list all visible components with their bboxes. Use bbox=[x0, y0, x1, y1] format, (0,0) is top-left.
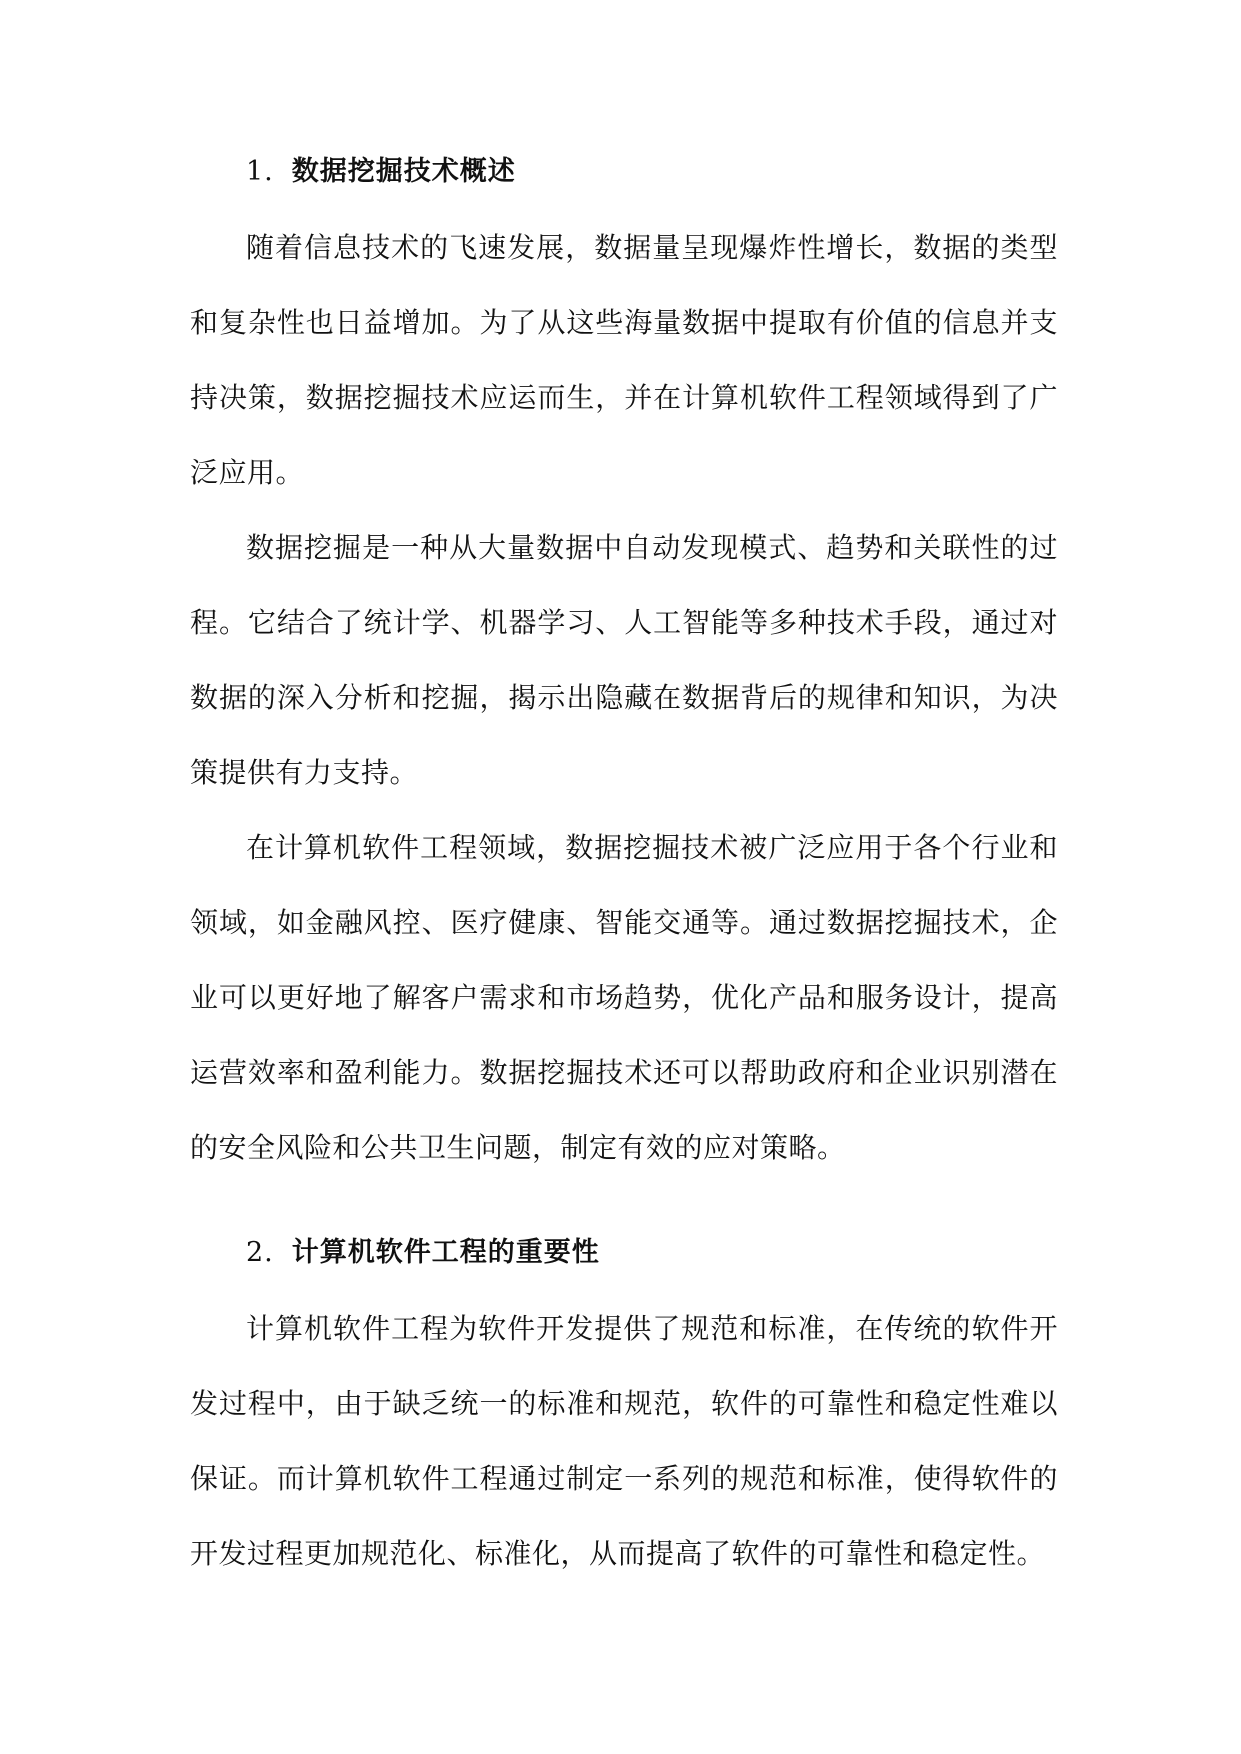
paragraph: 计算机软件工程为软件开发提供了规范和标准，在传统的软件开发过程中，由于缺乏统一的标准和规范，软件的可靠性和稳定性难以保证。而计算机软件工程通过制定一系列的规范和标准，使得软件的开发过程更加规范化、标准化，从而提高了软件的可靠性和稳定性。 bbox=[190, 1312, 1058, 1570]
section-title: 数据挖掘技术概述 bbox=[291, 156, 516, 187]
section-heading-2 bbox=[190, 1223, 1058, 1283]
paragraph: 数据挖掘是一种从大量数据中自动发现模式、趋势和关联性的过程。它结合了统计学、机器学习、人工智能等多种技术手段，通过对数据的深入分析和挖掘，揭示出隐藏在数据背后的规律和知识，为决策提供有力支持。 bbox=[190, 531, 1058, 789]
section-heading-1 bbox=[190, 142, 1058, 202]
document-body bbox=[190, 142, 1058, 1591]
section-number: 1. bbox=[246, 156, 274, 187]
paragraph: 在计算机软件工程领域，数据挖掘技术被广泛应用于各个行业和领域，如金融风控、医疗健康、智能交通等。通过数据挖掘技术，企业可以更好地了解客户需求和市场趋势，优化产品和服务设计，提高运营效率和盈利能力。数据挖掘技术还可以帮助政府和企业识别潜在的安全风险和公共卫生问题，制定有效的应对策略。 bbox=[190, 831, 1058, 1164]
paragraph: 随着信息技术的飞速发展，数据量呈现爆炸性增长，数据的类型和复杂性也日益增加。为了从这些海量数据中提取有价值的信息并支持决策，数据挖掘技术应运而生，并在计算机软件工程领域得到了广泛应用。 bbox=[190, 231, 1058, 489]
section-title: 计算机软件工程的重要性 bbox=[291, 1237, 600, 1268]
section-number: 2. bbox=[246, 1237, 274, 1268]
